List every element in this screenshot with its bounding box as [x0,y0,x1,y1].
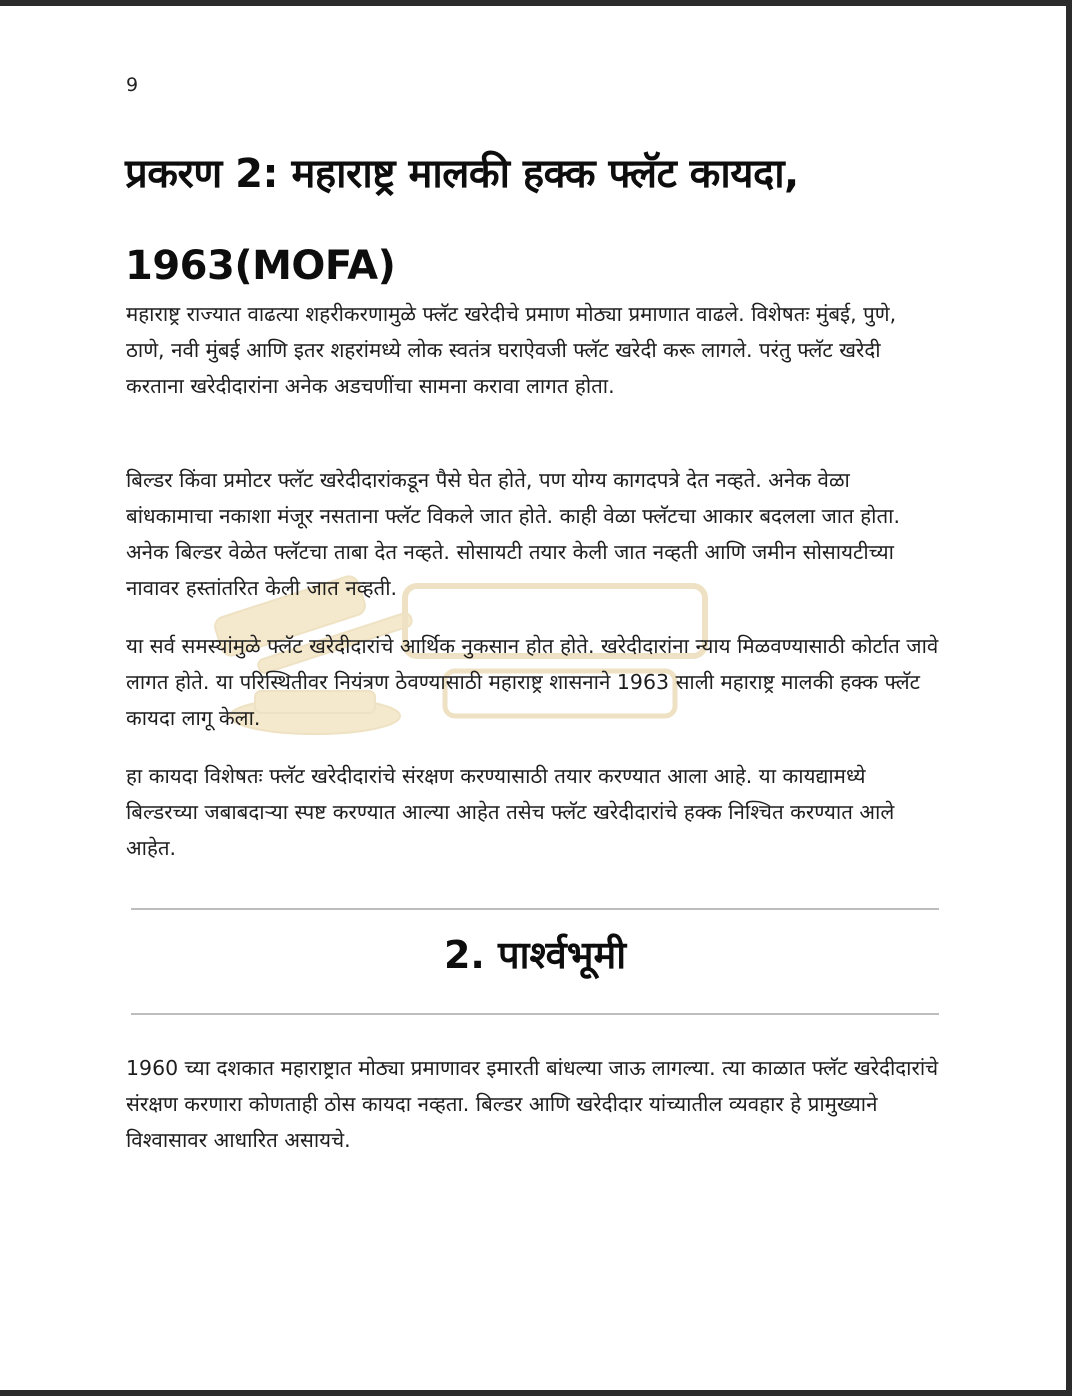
paragraph-3: या सर्व समस्यांमुळे फ्लॅट खरेदीदारांचे आर्थिक नुकसान होत होते. खरेदीदारांना न्याय मिळवण्यासाठी कोर्टात जावे लागत होते. या परिस्थितीवर नियंत्रण ठेवण्यासाठी महाराष्ट्र शासनाने 1963 साली महाराष्ट्र मालकी हक्क फ्लॅट कायदा लागू केला. [126,634,939,730]
document-page [0,6,1066,1390]
paragraph-2: बिल्डर किंवा प्रमोटर फ्लॅट खरेदीदारांकडून पैसे घेत होते, पण योग्य कागदपत्रे देत नव्हते. अनेक वेळा बांधकामाचा नकाशा मंजूर नसताना फ्लॅट विकले जात होते. काही वेळा फ्लॅटचा आकार बदलला जात होता. अनेक बिल्डर वेळेत फ्लॅटचा ताबा देत नव्हते. सोसायटी तयार केली जात नव्हती आणि जमीन सोसायटीच्या नावावर हस्तांतरित केली जात नव्हती. [126,468,900,600]
section-paragraph-1: 1960 च्या दशकात महाराष्ट्रात मोठ्या प्रमाणावर इमारती बांधल्या जाऊ लागल्या. त्या काळात फ्लॅट खरेदीदारांचे संरक्षण करणारा कोणताही ठोस कायदा नव्हता. बिल्डर आणि खरेदीदार यांच्यातील व्यवहार हे प्रामुख्याने विश्वासावर आधारित असायचे. [126,1056,939,1152]
section-divider-top [131,908,939,910]
section-title: 2. पार्श्वभूमी [443,933,627,977]
page-number: 9 [126,74,139,96]
section-divider-bottom [131,1013,939,1015]
paragraph-1: महाराष्ट्र राज्यात वाढत्या शहरीकरणामुळे फ्लॅट खरेदीचे प्रमाण मोठ्या प्रमाणात वाढले. विशेषतः मुंबई, पुणे, ठाणे, नवी मुंबई आणि इतर शहरांमध्ये लोक स्वतंत्र घराऐवजी फ्लॅट खरेदी करू लागले. परंतु फ्लॅट खरेदी करताना खरेदीदारांना अनेक अडचणींचा सामना करावा लागत होता. [126,302,897,398]
chapter-title: प्रकरण 2: महाराष्ट्र मालकी हक्क फ्लॅट कायदा, 1963(MOFA) [125,151,799,289]
paragraph-4: हा कायदा विशेषतः फ्लॅट खरेदीदारांचे संरक्षण करण्यासाठी तयार करण्यात आला आहे. या कायद्यामध्ये बिल्डरच्या जबाबदाऱ्या स्पष्ट करण्यात आल्या आहेत तसेच फ्लॅट खरेदीदारांचे हक्क निश्चित करण्यात आले आहेत. [126,764,895,860]
